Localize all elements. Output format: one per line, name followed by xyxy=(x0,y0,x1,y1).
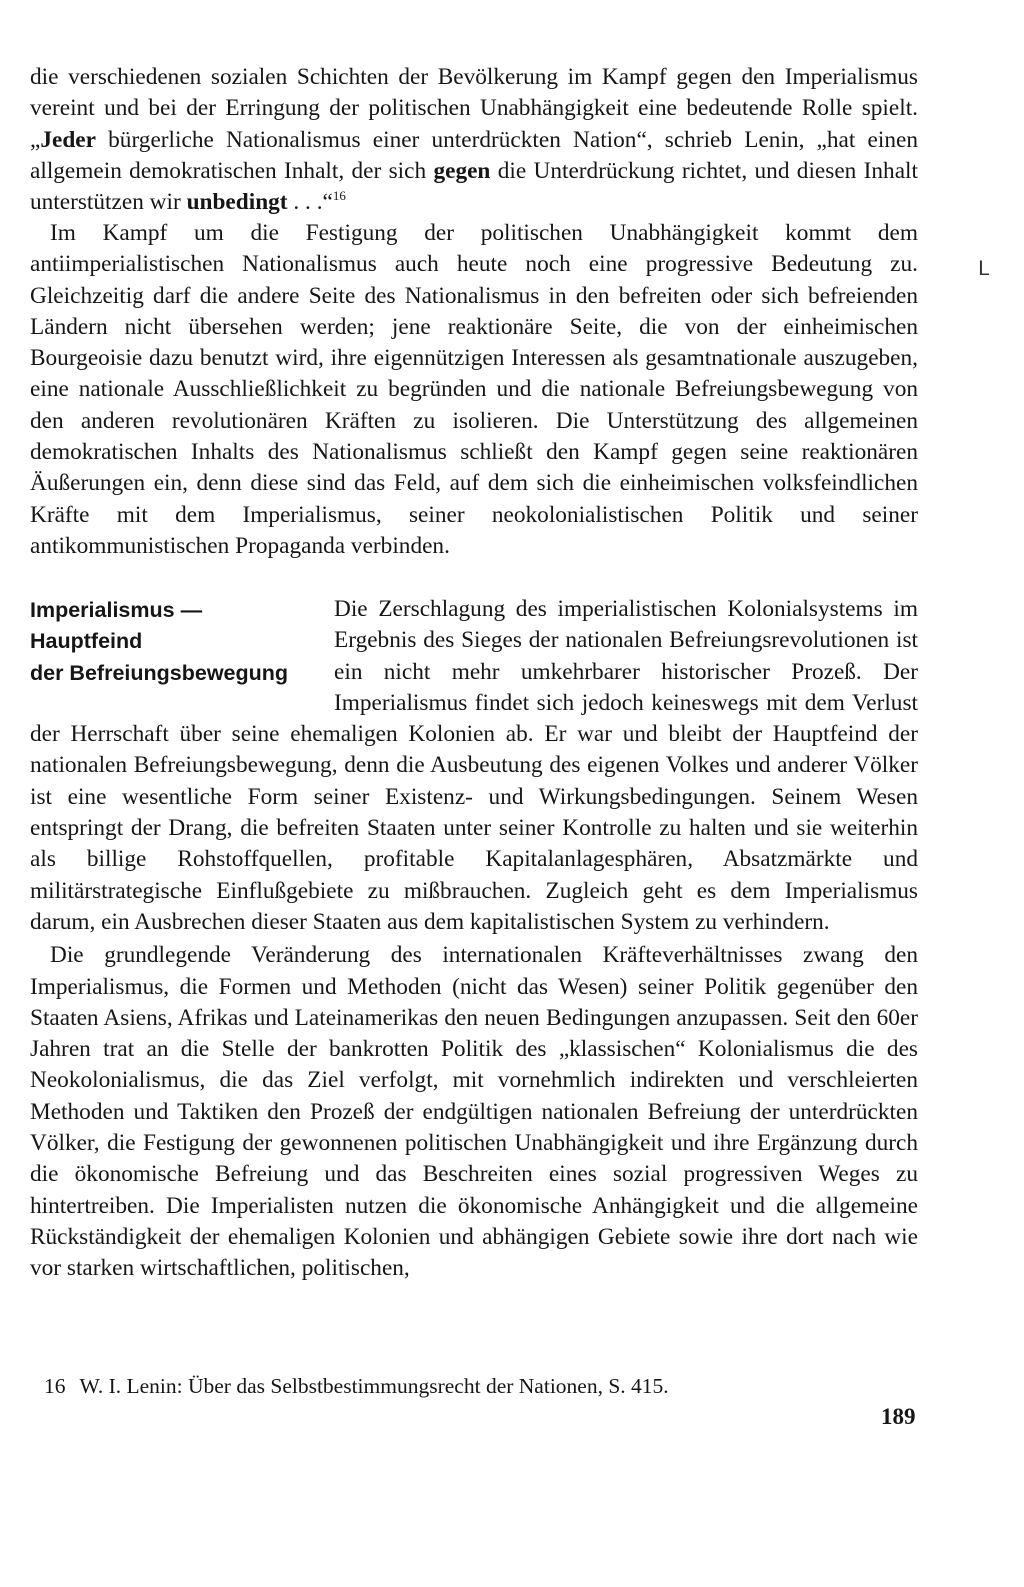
paragraph-1-text-b: bürgerliche Nationalismus einer unterdrückten Nation“, schrieb Lenin, „hat einen allgemein demokratischen Inhalt, der sich xyxy=(30,126,918,184)
section-imperialismus xyxy=(30,594,918,1285)
margin-mark: ᒪ xyxy=(978,258,990,280)
paragraph-1 xyxy=(30,62,918,218)
paragraph-4: Die grundlegende Veränderung des internationalen Kräfteverhältnisses zwang den Imperialismus, die Formen und Methoden (nicht das Wesen) seiner Politik gegenüber den Staaten Asiens, Afrikas und Lateinamerikas den neuen Bedingungen anzupassen. Seit den 60er Jahren trat an die Stelle der bankrotten Politik des „klassischen“ Kolonialismus die des Neokolonialismus, die das Ziel verfolgt, mit vornehmlich indirekten und verschleierten Methoden und Taktiken den Prozeß der endgültigen nationalen Befreiung der unterdrückten Völker, die Festigung der gewonnenen politischen Unabhängigkeit und ihre Ergänzung durch die ökonomische Befreiung und das Beschreiten eines sozial progressiven Weges zu hintertreiben. Die Imperialisten nutzen die ökonomische Anhängigkeit und die allgemeine Rückständigkeit der ehemaligen Kolonien und abhängigen Gebiete sowie ihre dort nach wie vor starken wirtschaftlichen, politischen, xyxy=(30,942,918,1282)
section-heading-line-2: Hauptfeind xyxy=(30,629,143,654)
section-heading-line-3: der Befreiungsbewegung xyxy=(30,660,289,685)
page-number: 189 xyxy=(881,1404,916,1429)
paragraph-1-text-c: die Unterdrückung richtet, und diesen Inhalt unterstützen wir xyxy=(30,157,918,216)
paragraph-1-text-d: . . .“ xyxy=(287,189,333,216)
footnote-number: 16 xyxy=(44,1374,66,1398)
footnote-text: W. I. Lenin: Über das Selbstbestimmungsrecht der Nationen, S. 415. xyxy=(79,1374,669,1398)
footnote-reference: 16 xyxy=(332,188,346,204)
paragraph-2: Im Kampf um die Festigung der politischen Unabhängigkeit kommt dem antiimperialistischen Nationalismus auch heute noch eine progressive Bedeutung zu. Gleichzeitig darf die andere Seite des Nationalismus in den befreiten oder sich befreienden Ländern nicht übersehen werden; jene reaktionäre Seite, die von der einheimischen Bourgeoisie dazu benutzt wird, ihre eigennützigen Interessen als gesamtnationale auszugeben, eine nationale Ausschließlichkeit zu begründen und die nationale Befreiungsbewegung von den anderen revolutionären Kräften zu isolieren. Die Unterstützung des allgemeinen demokratischen Inhalts des Nationalismus schließt den Kampf gegen seine reaktionären Äußerungen ein, denn diese sind das Feld, auf dem sich die einheimischen volksfeindlichen Kräfte mit dem Imperialismus, seiner neokolonialistischen Politik und seiner antikommunistischen Propaganda verbinden. xyxy=(30,220,918,559)
section-heading xyxy=(30,594,326,695)
emphasis-jeder: Jeder xyxy=(40,126,96,153)
emphasis-gegen: gegen xyxy=(433,157,491,184)
emphasis-unbedingt: unbedingt xyxy=(186,189,288,216)
paragraph-3: Die Zerschlagung des imperialistischen Kolonialsystems im Ergebnis des Sieges der nationalen Befreiungsrevolutionen ist ein nicht mehr umkehrbarer historischer Prozeß. Der Imperialismus findet sich jedoch keineswegs mit dem Verlust der Herrschaft über seine ehemaligen Kolonien ab. Er war und bleibt der Hauptfeind der nationalen Befreiungsbewegung, denn die Ausbeutung des eigenen Volkes und anderer Völker ist eine wesentliche Form seiner Existenz- und Wirkungsbedingungen. Seinem Wesen entspringt der Drang, die befreiten Staaten unter seiner Kontrolle zu halten und sie weiterhin als billige Rohstoffquellen, profitable Kapitalanlagesphären, Absatzmärkte und militärstrategische Einflußgebiete zu mißbrauchen. Zugleich geht es dem Imperialismus darum, ein Ausbrechen dieser Staaten aus dem kapitalistischen System zu verhindern. xyxy=(30,596,918,935)
paragraph-1-text-a: die verschiedenen sozialen Schichten der Bevölkerung im Kampf gegen den Imperialismus vereint und bei der Erringung der politischen Unabhängigkeit eine bedeutende Rolle spielt. „ xyxy=(30,64,918,153)
footnote xyxy=(44,1372,669,1400)
section-heading-line-1: Imperialismus — xyxy=(30,598,203,622)
